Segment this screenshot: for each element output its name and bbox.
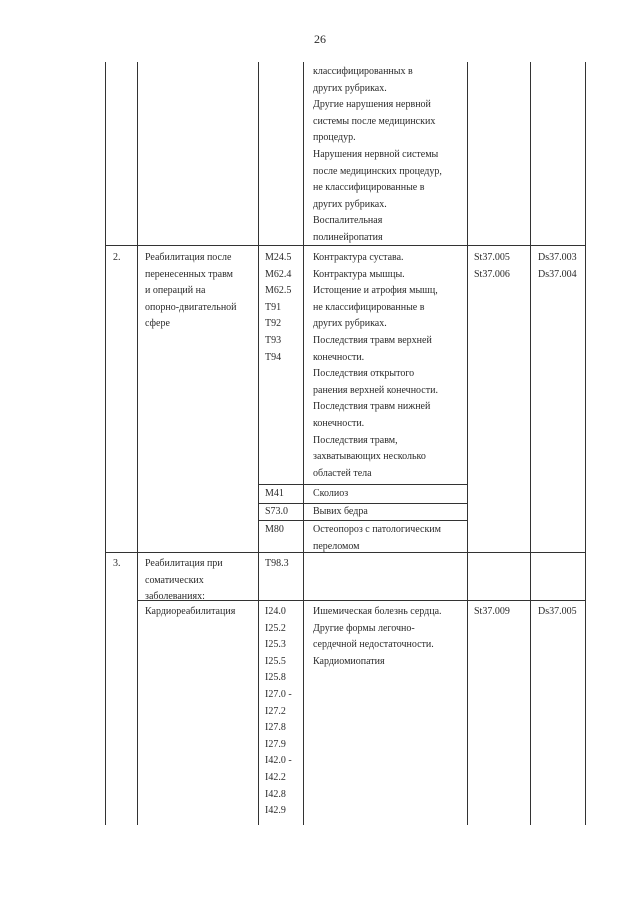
rehab-name: Реабилитация при соматических заболеваниях: — [145, 558, 223, 603]
ds-code: Ds37.005 — [538, 606, 577, 617]
st-code: St37.009 — [474, 606, 510, 617]
diagnosis-codes: M24.5 M62.4 M62.5 T91 T92 T93 T94 — [265, 252, 292, 363]
table-border — [585, 62, 586, 825]
diagnosis-text: Вывих бедра — [313, 506, 368, 517]
ds-codes: Ds37.003 Ds37.004 — [538, 252, 577, 280]
table-border — [530, 62, 531, 825]
table-border — [137, 62, 138, 825]
row-number: 3. — [113, 558, 121, 569]
diagnosis-code: M41 — [265, 488, 284, 499]
table-border — [258, 484, 467, 485]
table-border — [258, 62, 259, 825]
diagnosis-text: Сколиоз — [313, 488, 349, 499]
st-codes: St37.005 St37.006 — [474, 252, 510, 280]
table-border — [105, 62, 106, 825]
diagnosis-code: S73.0 — [265, 506, 289, 517]
page-number: 26 — [314, 32, 326, 46]
diagnosis-text: Контрактура сустава. Контрактура мышцы. Истощение и атрофия мышц, не классифицированные в других рубриках. Последствия травм верхней конечности. Последствия открытого ранения верхней конечности. Последствия травм нижней конечности. Последствия травм, захватывающих несколько областей тела — [313, 252, 438, 479]
diagnosis-code: M80 — [265, 524, 284, 535]
rehab-name: Реабилитация после перенесенных травм и операций на опорно-двигательной сфере — [145, 252, 237, 330]
table-border — [303, 62, 304, 825]
row-number: 2. — [113, 252, 121, 263]
diagnosis-text: классифицированных в других рубриках. Другие нарушения нервной системы после медицинских процедур. Нарушения нервной системы после медицинских процедур, не классифицированные в других рубриках. Воспалительная полинейропатия — [313, 66, 442, 243]
diagnosis-text: Остеопороз с патологическим переломом — [313, 524, 441, 552]
rehab-name: Кардиореабилитация — [145, 606, 236, 617]
table-border — [467, 62, 468, 825]
diagnosis-codes: I24.0 I25.2 I25.3 I25.5 I25.8 I27.0 - I27.2 I27.8 I27.9 I42.0 - I42.2 I42.8 I42.9 — [265, 606, 292, 817]
diagnosis-text: Ишемическая болезнь сердца. Другие формы легочно- сердечной недостаточности. Кардиомиопатия — [313, 606, 442, 667]
diagnosis-code: T98.3 — [265, 558, 289, 569]
